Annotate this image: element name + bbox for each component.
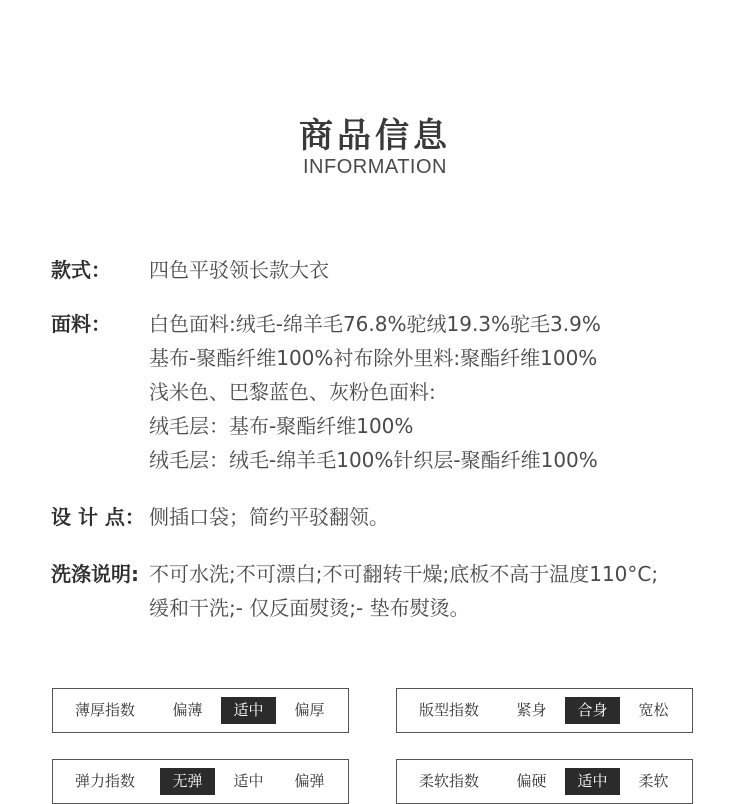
page-title: 商品信息 [299, 116, 451, 156]
design-line: 侧插口袋；简约平驳翻领。 [149, 505, 389, 529]
index-option[interactable]: 柔软 [638, 772, 669, 790]
index-option[interactable]: 适中 [233, 772, 264, 790]
index-option[interactable]: 无弹 [160, 768, 215, 795]
index-option[interactable]: 宽松 [638, 701, 669, 719]
washing-label: 洗涤说明: [51, 562, 139, 586]
index-option[interactable]: 合身 [565, 697, 620, 724]
style-value [149, 253, 329, 287]
index-option[interactable]: 适中 [565, 768, 620, 795]
index-option[interactable]: 偏弹 [294, 772, 325, 790]
index-option[interactable]: 偏硬 [516, 772, 547, 790]
fabric-line: 绒毛层：基布-聚酯纤维100% [149, 414, 414, 438]
elasticity-index-box [52, 759, 349, 804]
index-option[interactable]: 紧身 [516, 701, 547, 719]
index-option[interactable]: 适中 [221, 697, 276, 724]
design-value [149, 500, 389, 534]
index-name: 薄厚指数 [75, 701, 136, 719]
fabric-value [149, 307, 601, 477]
fit-index-box [396, 688, 693, 733]
thickness-index-box [52, 688, 349, 733]
fabric-line: 浅米色、巴黎蓝色、灰粉色面料: [149, 380, 436, 404]
style-label: 款式： [51, 258, 111, 282]
fabric-line: 绒毛层：绒毛-绵羊毛100%针织层-聚酯纤维100% [149, 448, 598, 472]
index-name: 柔软指数 [419, 772, 480, 790]
index-option[interactable]: 偏薄 [172, 701, 203, 719]
page-subtitle: INFORMATION [302, 156, 447, 178]
fabric-line: 基布-聚酯纤维100%衬布除外里料:聚酯纤维100% [149, 346, 598, 370]
washing-line: 缓和干洗;- 仅反面熨烫;- 垫布熨烫。 [149, 596, 470, 620]
fabric-label: 面料： [51, 312, 111, 336]
fabric-line: 白色面料:绒毛-绵羊毛76.8%驼绒19.3%驼毛3.9% [149, 312, 601, 336]
softness-index-box [396, 759, 693, 804]
index-name: 弹力指数 [75, 772, 136, 790]
washing-line: 不可水洗;不可漂白;不可翻转干燥;底板不高于温度110°C; [149, 562, 659, 586]
washing-value [149, 557, 658, 625]
index-name: 版型指数 [419, 701, 480, 719]
design-label: 设 计 点： [51, 505, 145, 529]
style-line: 四色平驳领长款大衣 [149, 258, 329, 282]
index-option[interactable]: 偏厚 [294, 701, 325, 719]
